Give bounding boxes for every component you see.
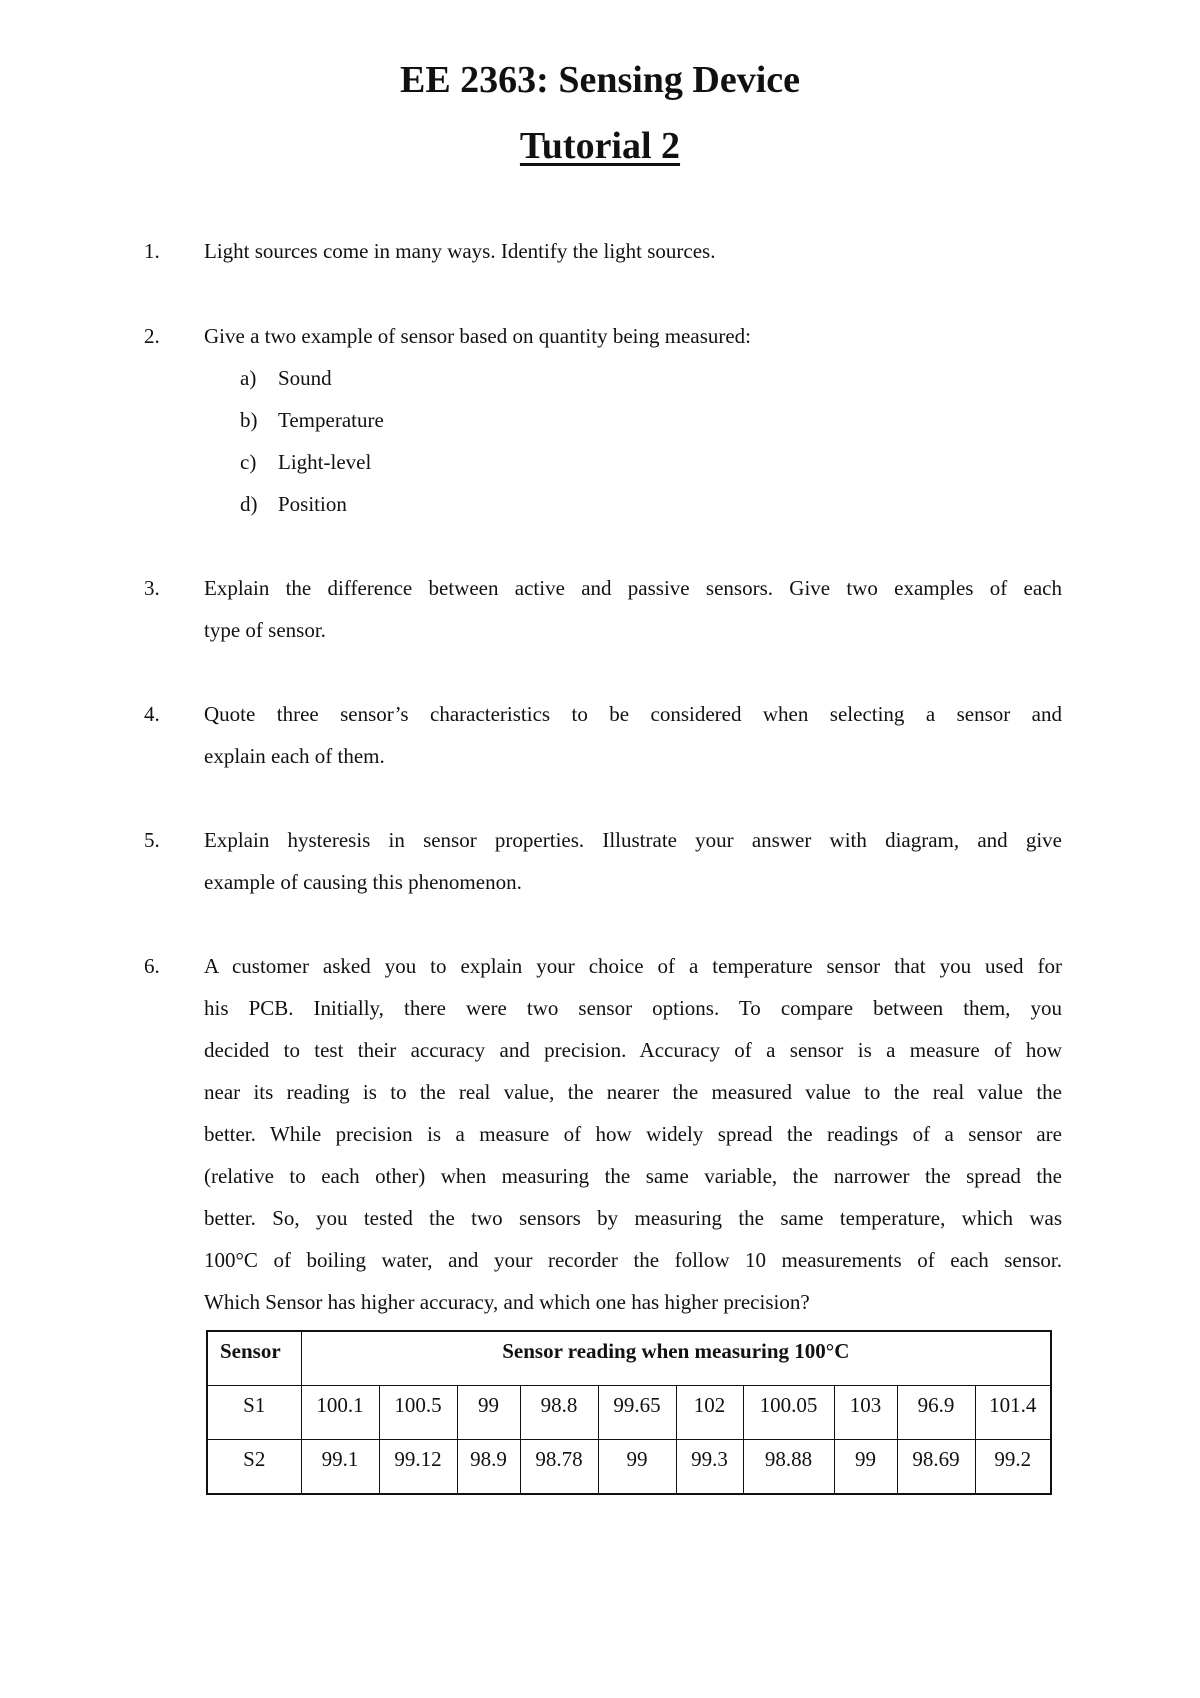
item-text: Light-level <box>278 450 372 474</box>
table-cell: 102 <box>676 1386 743 1440</box>
table-cell: 99.1 <box>301 1440 379 1495</box>
question-number: 5. <box>144 828 160 852</box>
table-cell-sensor: S2 <box>207 1440 301 1495</box>
table-cell: 99.2 <box>975 1440 1051 1495</box>
question-text: decided to test their accuracy and precision. Accuracy of a sensor is a measure of how <box>204 1038 1062 1062</box>
table-cell-sensor: S1 <box>207 1386 301 1440</box>
table-cell: 98.69 <box>897 1440 975 1495</box>
column-header-readings: Sensor reading when measuring 100°C <box>301 1331 1051 1386</box>
table-cell: 99.12 <box>379 1440 457 1495</box>
sensor-readings-table <box>206 1330 1052 1495</box>
item-text: Sound <box>278 366 332 390</box>
question-text: A customer asked you to explain your choice of a temperature sensor that you used for <box>204 954 1062 978</box>
table-cell: 101.4 <box>975 1386 1051 1440</box>
question-text: his PCB. Initially, there were two sensor options. To compare between them, you <box>204 996 1062 1020</box>
question-text: better. So, you tested the two sensors by measuring the same temperature, which was <box>204 1206 1062 1230</box>
table-cell: 99 <box>457 1386 520 1440</box>
table-cell: 98.8 <box>520 1386 598 1440</box>
question-number: 3. <box>144 576 160 600</box>
table-cell: 99 <box>834 1440 897 1495</box>
question-text: near its reading is to the real value, the nearer the measured value to the real value the <box>204 1080 1062 1104</box>
question-text: Give a two example of sensor based on quantity being measured: <box>204 324 752 348</box>
table-cell: 98.88 <box>743 1440 834 1495</box>
column-header-sensor: Sensor <box>207 1331 301 1386</box>
item-label: a) <box>240 366 257 390</box>
table-cell: 98.78 <box>520 1440 598 1495</box>
question-number: 6. <box>144 954 160 978</box>
table-cell: 98.9 <box>457 1440 520 1495</box>
question-number: 2. <box>144 324 160 348</box>
item-text: Position <box>278 492 347 516</box>
question-text: Explain hysteresis in sensor properties. Illustrate your answer with diagram, and give <box>204 828 1062 852</box>
question-text: Quote three sensor’s characteristics to be considered when selecting a sensor and <box>204 702 1062 726</box>
question-text: Light sources come in many ways. Identify the light sources. <box>204 239 716 263</box>
table-cell: 100.05 <box>743 1386 834 1440</box>
question-text: (relative to each other) when measuring the same variable, the narrower the spread the <box>204 1164 1062 1188</box>
item-label: b) <box>240 408 258 432</box>
question-number: 4. <box>144 702 160 726</box>
course-title: EE 2363: Sensing Device <box>399 59 801 101</box>
question-text: type of sensor. <box>204 618 326 642</box>
tutorial-title: Tutorial 2 <box>519 125 681 167</box>
question-text: explain each of them. <box>204 744 385 768</box>
item-label: d) <box>240 492 258 516</box>
question-text: 100°C of boiling water, and your recorder the follow 10 measurements of each sensor. <box>204 1248 1062 1272</box>
table-cell: 96.9 <box>897 1386 975 1440</box>
table-cell: 99 <box>598 1440 676 1495</box>
question-text: Which Sensor has higher accuracy, and which one has higher precision? <box>204 1290 810 1314</box>
table-cell: 100.5 <box>379 1386 457 1440</box>
item-text: Temperature <box>278 408 384 432</box>
table-header-row <box>207 1331 1051 1386</box>
table-cell: 100.1 <box>301 1386 379 1440</box>
question-text: Explain the difference between active and passive sensors. Give two examples of each <box>204 576 1062 600</box>
table-cell: 103 <box>834 1386 897 1440</box>
table-cell: 99.65 <box>598 1386 676 1440</box>
question-text: example of causing this phenomenon. <box>204 870 522 894</box>
question-text: better. While precision is a measure of how widely spread the readings of a sensor are <box>204 1122 1062 1146</box>
question-number: 1. <box>144 239 160 263</box>
item-label: c) <box>240 450 257 474</box>
table-cell: 99.3 <box>676 1440 743 1495</box>
table-row <box>207 1440 1051 1495</box>
table-row <box>207 1386 1051 1440</box>
